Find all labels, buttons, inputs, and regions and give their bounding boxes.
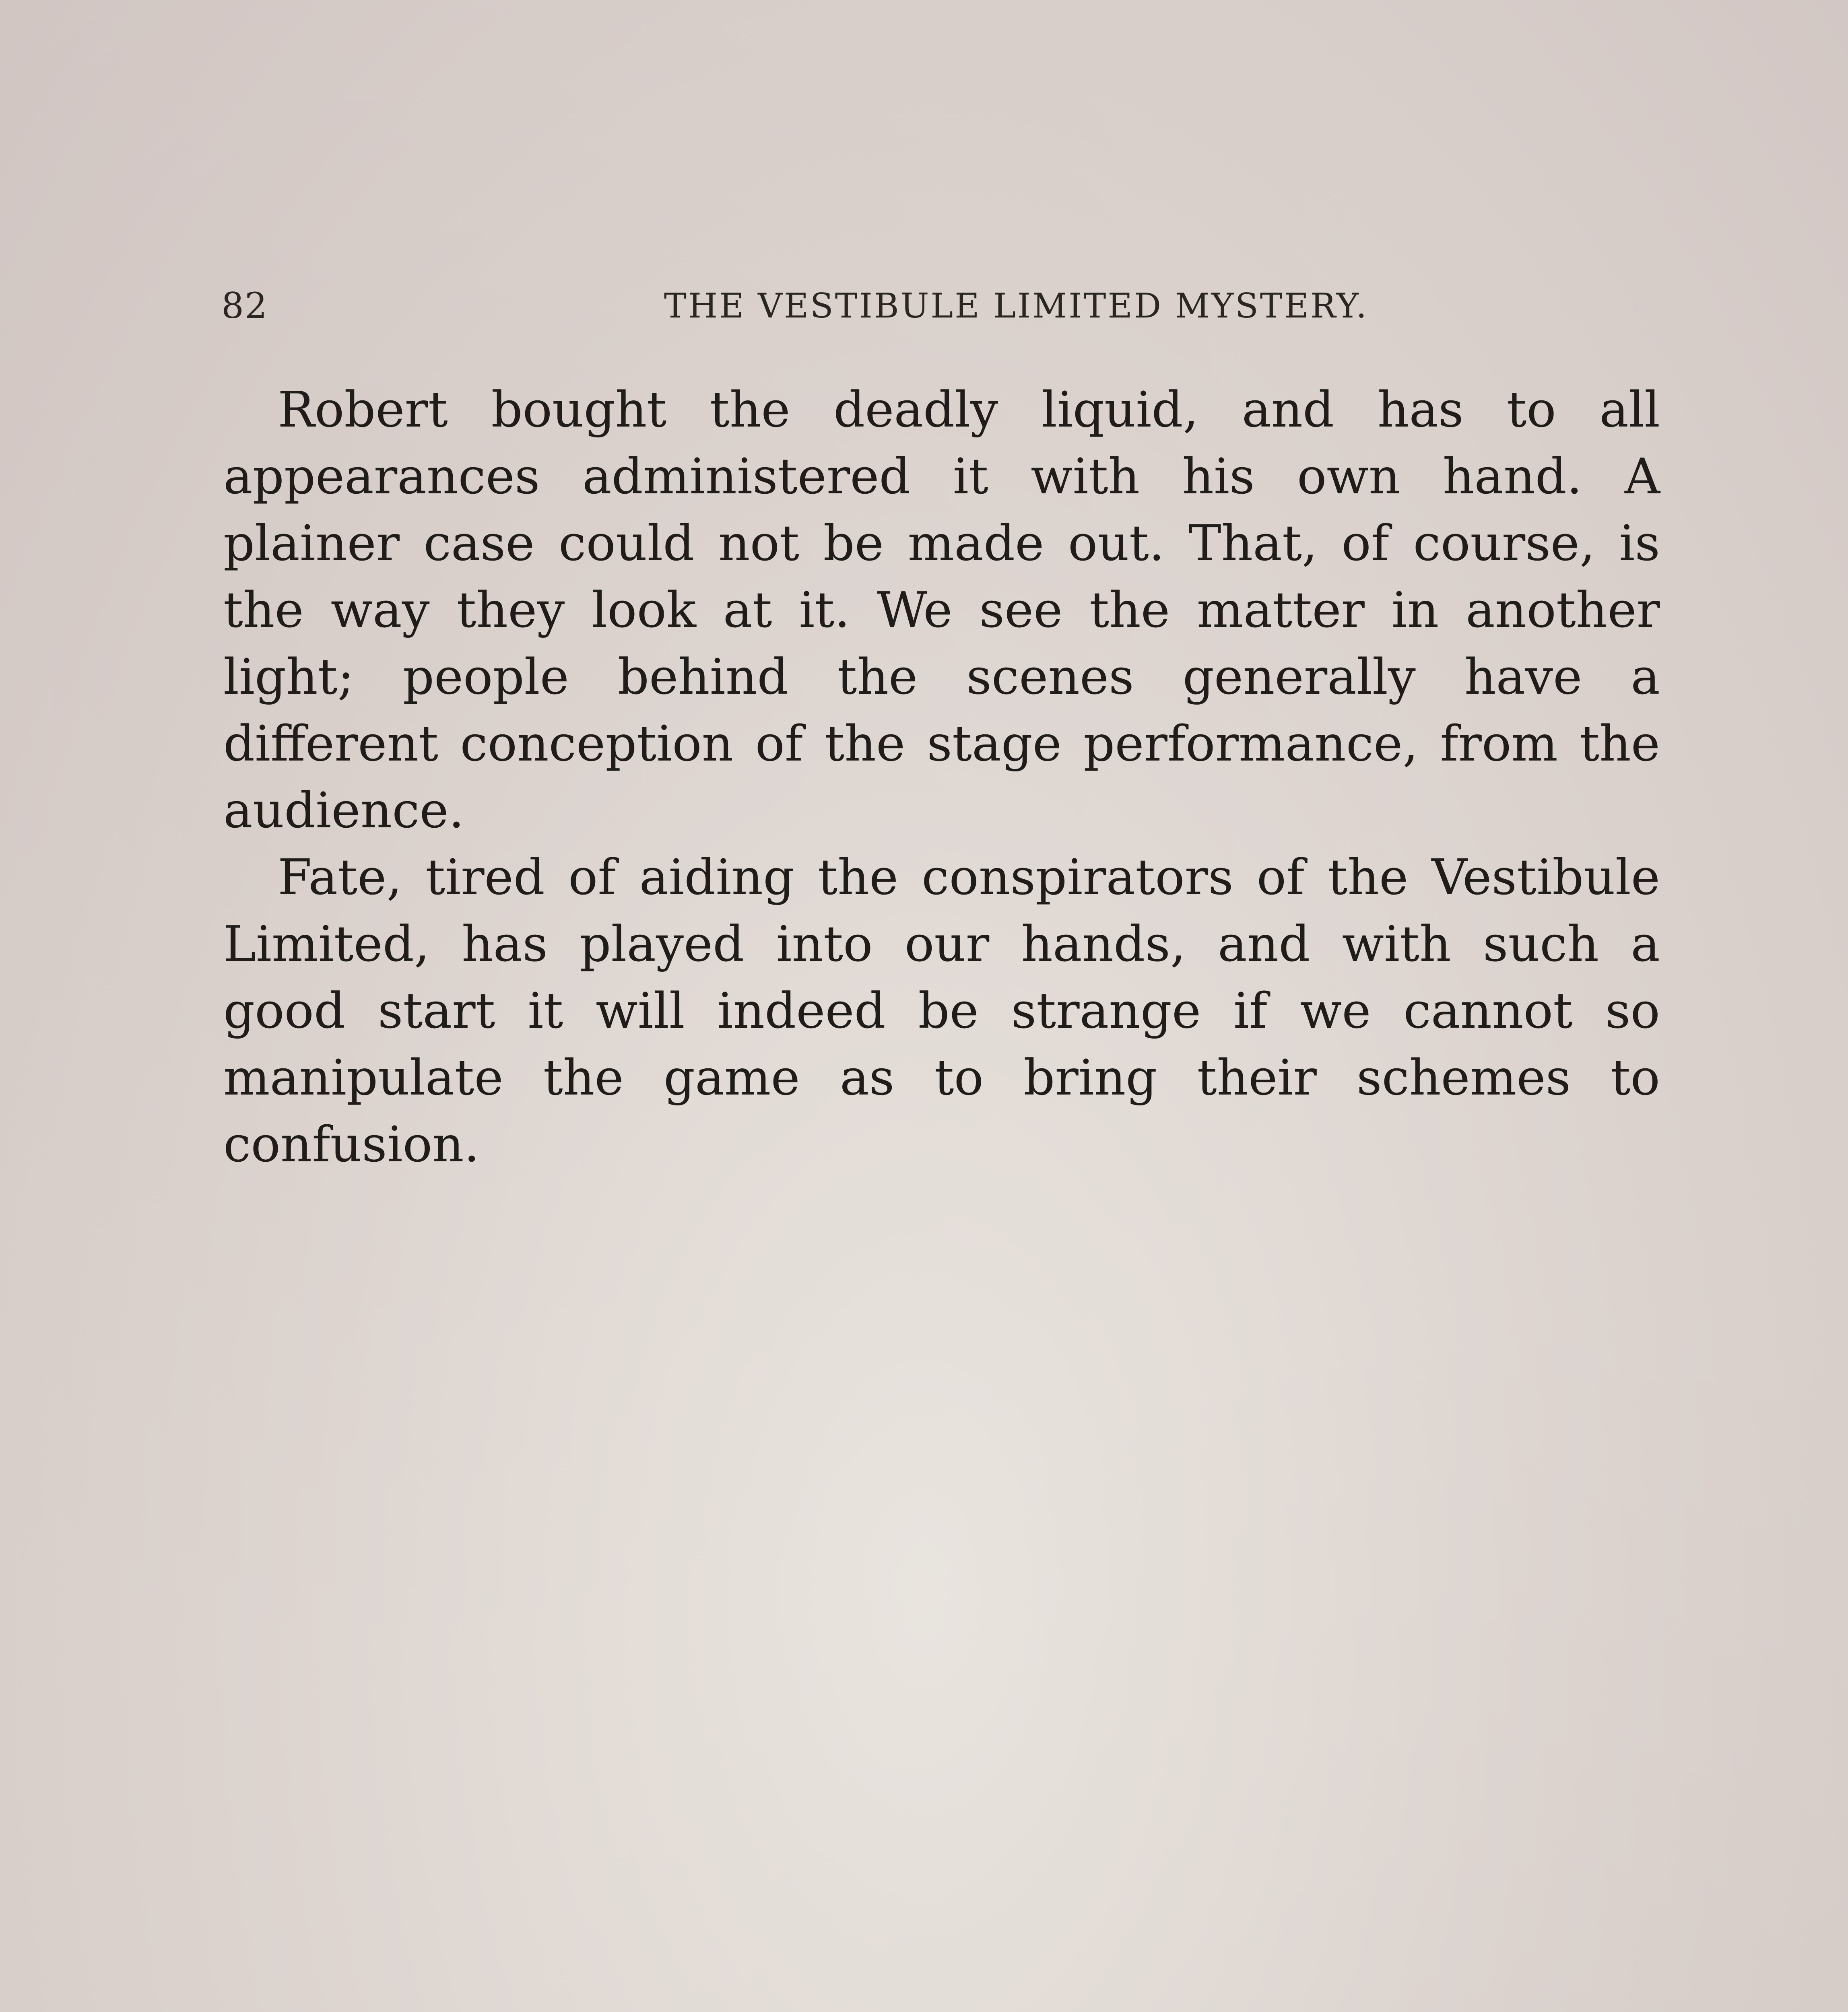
paragraph-1: Robert bought the deadly liquid, and has to all appearances administered it with his own hand. A plainer case could not be made out. That, of course, is the way they look at it. We see the matter in another light; people behind the scenes generally have a different conception of the stage performance, from the audience.: [223, 381, 1660, 839]
page-header: [221, 282, 1529, 330]
paragraph-2: Fate, tired of aiding the conspirators of the Vestibule Limited, has played into our hands, and with such a good start it will indeed be strange if we cannot so manipulate the game as to bring their schemes to confusion.: [223, 849, 1660, 1173]
running-title: THE VESTIBULE LIMITED MYSTERY.: [664, 286, 1369, 326]
page-number: 82: [221, 285, 268, 326]
body-text: [223, 376, 1660, 1178]
